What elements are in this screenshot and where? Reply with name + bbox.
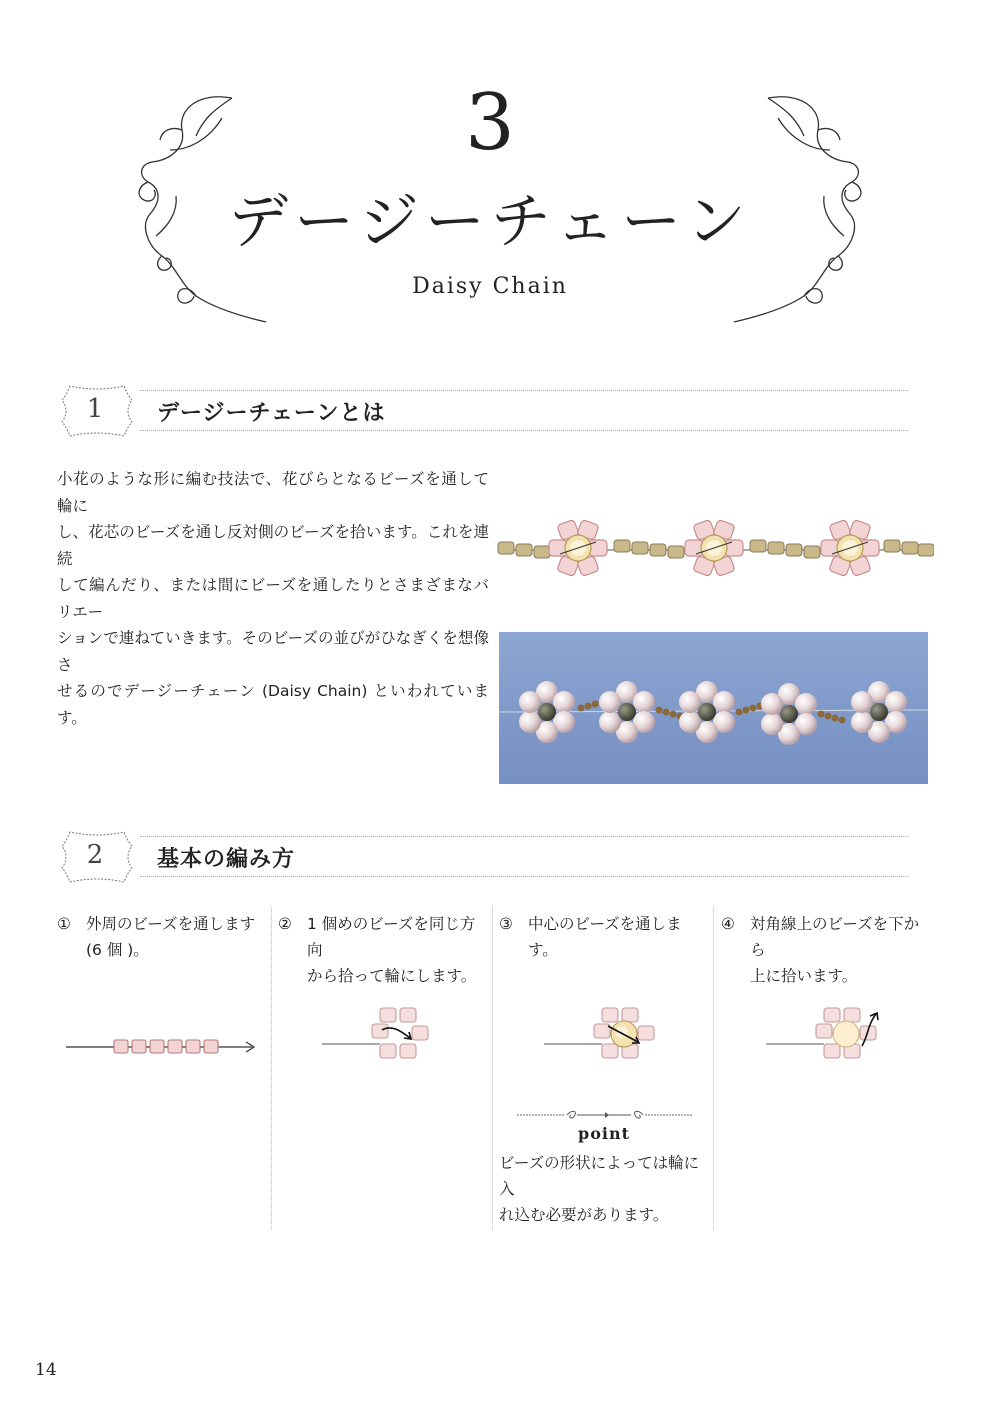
seed-bead-group <box>884 540 934 556</box>
section-title: 基本の編み方 <box>157 847 296 872</box>
step-text-line: 対角線上のビーズを下から <box>750 915 920 959</box>
column-divider <box>271 907 272 1230</box>
column-divider <box>492 907 493 1230</box>
step-4 <box>721 911 933 985</box>
section-rule-bottom <box>140 430 908 431</box>
intro-line: 小花のような形に編む技法で、花びらとなるビーズを通して輪に <box>57 470 489 515</box>
step-number: ④ <box>721 915 735 933</box>
page-number: 14 <box>35 1360 57 1380</box>
section-rule-top <box>140 836 908 837</box>
section-number: 2 <box>86 840 104 870</box>
intro-line: せるのでデージーチェーン (Daisy Chain) といわれています。 <box>57 682 489 727</box>
section-rule-top <box>140 390 908 391</box>
step-text-line: 外周のビーズを通します <box>86 915 256 933</box>
seed-bead-group <box>614 540 684 558</box>
intro-line: し、花芯のビーズを通し反対側のビーズを拾います。これを連続 <box>57 523 489 568</box>
intro-text <box>57 466 489 731</box>
step-3-diagram <box>542 1002 662 1072</box>
section-number: 1 <box>86 394 104 424</box>
point-label: point <box>578 1124 630 1143</box>
chapter-title: デージーチェーン <box>228 187 752 257</box>
section-rule-bottom <box>140 876 908 877</box>
section-title: デージーチェーンとは <box>157 401 386 426</box>
step-number: ① <box>57 915 71 933</box>
intro-line: ションで連ねていきます。そのビーズの並びがひなぎくを想像さ <box>57 629 489 674</box>
point-text <box>499 1150 711 1228</box>
step-text-line: から拾って輪にします。 <box>307 967 477 985</box>
beadwork-photo <box>499 632 928 784</box>
step-text-line: (6 個 )。 <box>86 941 149 959</box>
step-text-line: 1 個めのビーズを同じ方向 <box>307 915 476 959</box>
step-number: ② <box>278 915 292 933</box>
step-3 <box>499 911 711 971</box>
step-2 <box>278 911 490 985</box>
step-1 <box>57 911 267 971</box>
seed-bead-group <box>498 542 550 558</box>
step-number: ③ <box>499 915 513 933</box>
step-1-diagram <box>62 1030 262 1064</box>
step-text-line: 上に拾います。 <box>750 967 858 985</box>
step-2-diagram <box>320 1002 440 1072</box>
step-4-diagram <box>764 1002 904 1072</box>
seed-bead-group <box>750 540 820 558</box>
daisy-chain-diagram <box>494 510 934 590</box>
chapter-subtitle: Daisy Chain <box>412 274 568 299</box>
point-text-line: れ込む必要があります。 <box>499 1206 669 1224</box>
point-text-line: ビーズの形状によっては輪に入 <box>499 1154 700 1198</box>
step-text-line: 中心のビーズを通します。 <box>528 915 682 959</box>
column-divider <box>713 907 714 1230</box>
point-ornament <box>515 1108 695 1122</box>
chapter-number: 3 <box>465 78 515 168</box>
intro-line: して編んだり、または間にビーズを通したりとさまざまなバリエー <box>57 576 489 621</box>
